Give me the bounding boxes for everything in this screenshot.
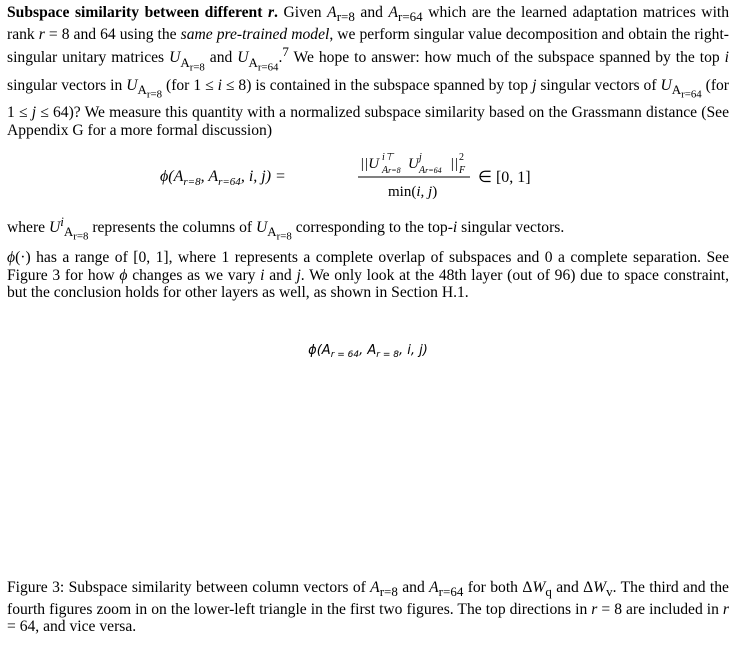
equation-4	[160, 146, 590, 202]
svg-text:∈ [0, 1]: ∈ [0, 1]	[478, 169, 531, 186]
section-heading: Subspace similarity between different r.	[7, 4, 278, 21]
svg-text:Ar=64: Ar=64	[419, 165, 442, 176]
svg-text:F: F	[459, 165, 466, 176]
svg-text:Ar=8: Ar=8	[382, 165, 401, 176]
paragraph-where: where $U^i_{A_{r=8}}$ represents the columns of $U_{A_{r=8}}$ corresponding to the top-i singular vectors.	[7, 214, 565, 243]
svg-text:2: 2	[459, 152, 464, 163]
svg-text:i⊤: i⊤	[382, 152, 394, 163]
svg-text:min(i, j): min(i, j)	[388, 184, 438, 200]
svg-text:ϕ(Ar=8, Ar=64, i, j) =: $\phi(A_{r=8}$, $A_{r=64}$, i, j) =	[160, 168, 286, 188]
svg-text:||: ||	[450, 156, 459, 172]
figure-3	[0, 330, 736, 570]
paragraph-subspace-similarity: Subspace similarity between different r. Given $A_{r=8}$ and $A_{r=64}$ which are the learned adaptation matrices with rank r = 8 and 64 using the same pre-trained model, we perform singular value decomposition and obtain the right-singular unitary matrices $U_{A_{r=8}}$ and $U_{A_{r=64}}.^7$ We hope to answer: how much of the subspace spanned by the top i singular vectors in $U_{A_{r=8}}$ (for 1 ≤ i ≤ 8) is contained in the subspace spanned by top j singular vectors of $U_{A_{r=64}}$ (for 1 ≤ j ≤ 64)? We measure this quantity with a normalized subspace similarity based on the Grassmann distance (See Appendix G for a more formal discussion)	[7, 4, 730, 139]
figure-caption: Figure 3: Subspace similarity between column vectors of $A_{r=8}$ and $A_{r=64}$ for both $\Delta W_q$ and $\Delta W_v$. The third and the fourth figures zoom in on the lower-left triangle in the first two figures. The top directions in r = 8 are included in r = 64, and vice versa.	[7, 579, 729, 636]
svg-text:j: j	[419, 152, 422, 163]
svg-text:||U: ||U	[360, 156, 380, 172]
svg-text:U: U	[408, 156, 419, 172]
figure-title: $\phi(A_{r = 64}$, $A_{r = 8}$, i, j)	[308, 343, 428, 360]
paragraph-range: ϕ(·) has a range of [0, 1], where 1 represents a complete overlap of subspaces and 0 a complete separation. See Figure 3 for how ϕ changes as we vary i and j. We only look at the 48th layer (out of 96) due to space constraint, but the conclusion holds for other layers as well, as shown in Section H.1.	[7, 249, 729, 302]
